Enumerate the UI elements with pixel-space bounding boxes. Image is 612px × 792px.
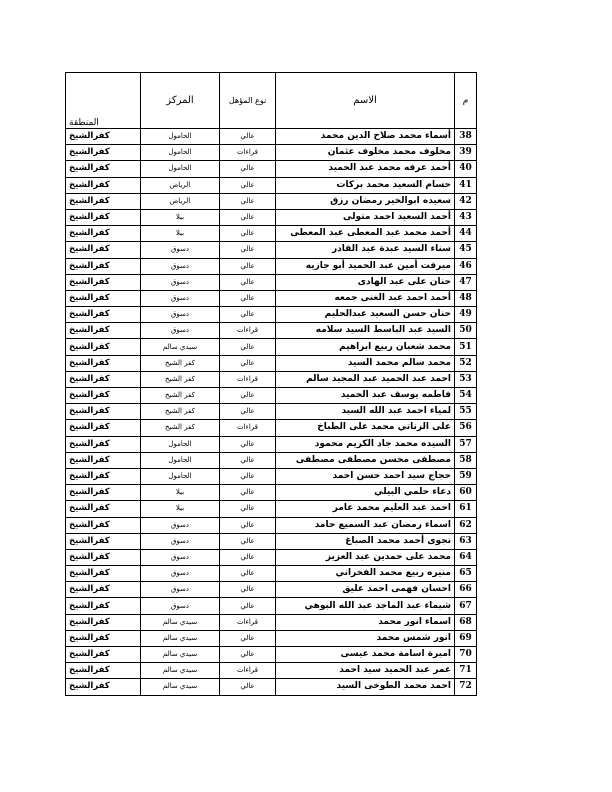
row-number: 52	[455, 355, 477, 371]
header-number: م	[455, 73, 477, 129]
row-region: كفرالشيخ	[66, 533, 141, 549]
table-row	[66, 420, 477, 436]
row-region: كفرالشيخ	[66, 307, 141, 323]
row-number: 44	[455, 226, 477, 242]
table-row	[66, 549, 477, 565]
table-row	[66, 663, 477, 679]
table-row	[66, 323, 477, 339]
row-region: كفرالشيخ	[66, 339, 141, 355]
row-region: كفرالشيخ	[66, 679, 141, 695]
row-name: مصطفى محسن مصطفى مصطفى	[276, 452, 455, 468]
row-name: حنان على عبد الهادى	[276, 274, 455, 290]
row-name: اسماء انور محمد	[276, 614, 455, 630]
row-name: أسماء محمد صلاح الدين محمد	[276, 129, 455, 145]
row-center: سيدي سالم	[141, 630, 220, 646]
row-number: 65	[455, 566, 477, 582]
row-number: 51	[455, 339, 477, 355]
table-row	[66, 582, 477, 598]
table-row	[66, 614, 477, 630]
row-region: كفرالشيخ	[66, 501, 141, 517]
row-center: بيلا	[141, 501, 220, 517]
row-name: اميرة اسامة محمد عيسى	[276, 647, 455, 663]
table-row	[66, 679, 477, 695]
row-number: 56	[455, 420, 477, 436]
row-region: كفرالشيخ	[66, 274, 141, 290]
row-region: كفرالشيخ	[66, 614, 141, 630]
row-qualification-type: عالي	[220, 129, 276, 145]
row-name: منيره ربيع محمد الفخراني	[276, 566, 455, 582]
row-number: 55	[455, 404, 477, 420]
row-qualification-type: عالي	[220, 501, 276, 517]
row-name: على الزناتي محمد على الطباخ	[276, 420, 455, 436]
table-row	[66, 258, 477, 274]
row-number: 43	[455, 209, 477, 225]
row-center: سيدي سالم	[141, 663, 220, 679]
table-row	[66, 630, 477, 646]
row-center: الحامول	[141, 452, 220, 468]
row-center: الحامول	[141, 468, 220, 484]
table-row	[66, 161, 477, 177]
row-center: دسوق	[141, 290, 220, 306]
row-region: كفرالشيخ	[66, 258, 141, 274]
row-region: كفرالشيخ	[66, 404, 141, 420]
row-region: كفرالشيخ	[66, 177, 141, 193]
row-name: لمياء احمد عبد الله السيد	[276, 404, 455, 420]
row-qualification-type: عالي	[220, 485, 276, 501]
table-row	[66, 307, 477, 323]
row-center: سيدي سالم	[141, 614, 220, 630]
row-name: احمد عبد الحميد عبد المجيد سالم	[276, 371, 455, 387]
row-name: سعيده ابوالخير رمضان رزق	[276, 193, 455, 209]
table-row	[66, 339, 477, 355]
row-name: أحمد عرفه محمد عبد الحميد	[276, 161, 455, 177]
row-name: محمد شعبان ربيع ابراهيم	[276, 339, 455, 355]
row-region: كفرالشيخ	[66, 145, 141, 161]
table-row	[66, 566, 477, 582]
row-region: كفرالشيخ	[66, 209, 141, 225]
row-region: كفرالشيخ	[66, 129, 141, 145]
row-number: 64	[455, 549, 477, 565]
row-qualification-type: قراءات	[220, 323, 276, 339]
row-qualification-type: عالي	[220, 566, 276, 582]
row-qualification-type: عالي	[220, 452, 276, 468]
row-center: الحامول	[141, 129, 220, 145]
row-number: 47	[455, 274, 477, 290]
header-region: المنطقة	[66, 73, 141, 129]
row-name: أحمد السعيد احمد متولى	[276, 209, 455, 225]
table-row	[66, 647, 477, 663]
row-center: بيلا	[141, 485, 220, 501]
row-number: 41	[455, 177, 477, 193]
table-row	[66, 598, 477, 614]
row-center: دسوق	[141, 598, 220, 614]
row-qualification-type: عالي	[220, 630, 276, 646]
row-qualification-type: قراءات	[220, 663, 276, 679]
row-region: كفرالشيخ	[66, 388, 141, 404]
row-center: كفر الشيخ	[141, 371, 220, 387]
row-region: كفرالشيخ	[66, 226, 141, 242]
row-number: 72	[455, 679, 477, 695]
row-number: 48	[455, 290, 477, 306]
row-center: بيلا	[141, 209, 220, 225]
row-name: احمد عبد العليم محمد عامر	[276, 501, 455, 517]
row-name: أحمد محمد عبد المعطى عبد المعطى	[276, 226, 455, 242]
table-row	[66, 517, 477, 533]
row-name: أحمد احمد عبد الغنى جمعه	[276, 290, 455, 306]
row-center: دسوق	[141, 258, 220, 274]
row-center: الرياض	[141, 193, 220, 209]
table-row	[66, 129, 477, 145]
row-number: 46	[455, 258, 477, 274]
row-center: دسوق	[141, 582, 220, 598]
row-qualification-type: عالي	[220, 436, 276, 452]
row-center: دسوق	[141, 307, 220, 323]
row-region: كفرالشيخ	[66, 549, 141, 565]
row-number: 62	[455, 517, 477, 533]
row-number: 40	[455, 161, 477, 177]
row-name: السيد عبد الباسط السيد سلامه	[276, 323, 455, 339]
row-qualification-type: عالي	[220, 533, 276, 549]
row-qualification-type: عالي	[220, 355, 276, 371]
row-name: فاطمه يوسف عبد الحميد	[276, 388, 455, 404]
row-qualification-type: عالي	[220, 226, 276, 242]
row-qualification-type: عالي	[220, 258, 276, 274]
row-region: كفرالشيخ	[66, 436, 141, 452]
row-qualification-type: عالي	[220, 339, 276, 355]
table-row	[66, 533, 477, 549]
table-row	[66, 242, 477, 258]
table-row	[66, 355, 477, 371]
table-row	[66, 209, 477, 225]
row-qualification-type: عالي	[220, 549, 276, 565]
table-body	[66, 129, 477, 696]
row-number: 45	[455, 242, 477, 258]
row-region: كفرالشيخ	[66, 452, 141, 468]
table-row	[66, 371, 477, 387]
roster-table	[65, 72, 477, 696]
row-number: 59	[455, 468, 477, 484]
row-name: محمد سالم محمد السيد	[276, 355, 455, 371]
row-name: شيماء عبد الماجد عبد الله البوهي	[276, 598, 455, 614]
row-region: كفرالشيخ	[66, 290, 141, 306]
row-qualification-type: عالي	[220, 209, 276, 225]
row-center: الرياض	[141, 177, 220, 193]
row-number: 63	[455, 533, 477, 549]
row-center: كفر الشيخ	[141, 355, 220, 371]
row-number: 49	[455, 307, 477, 323]
row-number: 54	[455, 388, 477, 404]
row-name: انور شمس محمد	[276, 630, 455, 646]
row-number: 70	[455, 647, 477, 663]
row-center: الحامول	[141, 145, 220, 161]
row-number: 67	[455, 598, 477, 614]
row-qualification-type: عالي	[220, 517, 276, 533]
row-center: دسوق	[141, 274, 220, 290]
table-row	[66, 404, 477, 420]
row-number: 42	[455, 193, 477, 209]
row-center: دسوق	[141, 549, 220, 565]
row-center: دسوق	[141, 517, 220, 533]
table-row	[66, 485, 477, 501]
row-qualification-type: قراءات	[220, 614, 276, 630]
row-name: احمد محمد الطوخى السيد	[276, 679, 455, 695]
row-region: كفرالشيخ	[66, 161, 141, 177]
row-qualification-type: عالي	[220, 274, 276, 290]
row-name: مخلوف محمد مخلوف عثمان	[276, 145, 455, 161]
row-region: كفرالشيخ	[66, 323, 141, 339]
row-region: كفرالشيخ	[66, 355, 141, 371]
table-row	[66, 290, 477, 306]
row-region: كفرالشيخ	[66, 647, 141, 663]
row-name: حسام السعيد محمد بركات	[276, 177, 455, 193]
row-name: حنان حسن السعيد عبدالحليم	[276, 307, 455, 323]
row-name: سناء السيد عبدة عبد القادر	[276, 242, 455, 258]
row-region: كفرالشيخ	[66, 420, 141, 436]
row-qualification-type: عالي	[220, 468, 276, 484]
row-number: 53	[455, 371, 477, 387]
row-number: 69	[455, 630, 477, 646]
row-number: 58	[455, 452, 477, 468]
row-region: كفرالشيخ	[66, 582, 141, 598]
row-number: 38	[455, 129, 477, 145]
row-name: عمر عبد الحميد سيد احمد	[276, 663, 455, 679]
header-qualification-type: نوع المؤهل	[220, 73, 276, 129]
row-number: 39	[455, 145, 477, 161]
row-qualification-type: عالي	[220, 242, 276, 258]
row-center: بيلا	[141, 226, 220, 242]
row-qualification-type: قراءات	[220, 145, 276, 161]
row-region: كفرالشيخ	[66, 630, 141, 646]
row-center: كفر الشيخ	[141, 388, 220, 404]
table-row	[66, 501, 477, 517]
row-number: 68	[455, 614, 477, 630]
row-name: اسماء رمضان عبد السميع حامد	[276, 517, 455, 533]
row-name: دعاء حلمي البيلي	[276, 485, 455, 501]
row-center: الحامول	[141, 161, 220, 177]
row-number: 66	[455, 582, 477, 598]
header-center: المركز	[141, 73, 220, 129]
row-region: كفرالشيخ	[66, 468, 141, 484]
row-number: 61	[455, 501, 477, 517]
row-name: محمد على حمدين عبد العزيز	[276, 549, 455, 565]
row-center: دسوق	[141, 323, 220, 339]
table-row	[66, 274, 477, 290]
table-row	[66, 388, 477, 404]
row-name: نجوى أحمد محمد الصباغ	[276, 533, 455, 549]
row-qualification-type: عالي	[220, 161, 276, 177]
row-center: كفر الشيخ	[141, 420, 220, 436]
row-center: سيدي سالم	[141, 339, 220, 355]
row-region: كفرالشيخ	[66, 598, 141, 614]
row-region: كفرالشيخ	[66, 663, 141, 679]
row-qualification-type: عالي	[220, 307, 276, 323]
row-center: كفر الشيخ	[141, 404, 220, 420]
row-center: دسوق	[141, 242, 220, 258]
row-number: 71	[455, 663, 477, 679]
table-row	[66, 145, 477, 161]
table-row	[66, 452, 477, 468]
header-name: الاسم	[276, 73, 455, 129]
row-qualification-type: عالي	[220, 404, 276, 420]
row-number: 50	[455, 323, 477, 339]
table-row	[66, 226, 477, 242]
header-row	[66, 73, 477, 129]
row-region: كفرالشيخ	[66, 485, 141, 501]
row-center: سيدي سالم	[141, 679, 220, 695]
row-qualification-type: عالي	[220, 582, 276, 598]
row-qualification-type: عالي	[220, 647, 276, 663]
row-center: دسوق	[141, 533, 220, 549]
row-qualification-type: عالي	[220, 290, 276, 306]
row-name: حجاج سيد احمد حسن احمد	[276, 468, 455, 484]
table-row	[66, 436, 477, 452]
row-region: كفرالشيخ	[66, 517, 141, 533]
table-row	[66, 177, 477, 193]
table-header	[66, 73, 477, 129]
row-qualification-type: عالي	[220, 388, 276, 404]
row-region: كفرالشيخ	[66, 242, 141, 258]
row-qualification-type: عالي	[220, 193, 276, 209]
row-center: سيدي سالم	[141, 647, 220, 663]
row-qualification-type: قراءات	[220, 371, 276, 387]
row-number: 57	[455, 436, 477, 452]
row-name: ميرفت أمين عبد الحميد أبو جازيه	[276, 258, 455, 274]
table-row	[66, 193, 477, 209]
row-qualification-type: عالي	[220, 679, 276, 695]
row-region: كفرالشيخ	[66, 371, 141, 387]
row-number: 60	[455, 485, 477, 501]
table-row	[66, 468, 477, 484]
row-qualification-type: عالي	[220, 177, 276, 193]
row-qualification-type: قراءات	[220, 420, 276, 436]
row-center: الحامول	[141, 436, 220, 452]
row-center: دسوق	[141, 566, 220, 582]
row-region: كفرالشيخ	[66, 193, 141, 209]
row-qualification-type: عالي	[220, 598, 276, 614]
row-name: السيده محمد جاد الكريم محمود	[276, 436, 455, 452]
row-region: كفرالشيخ	[66, 566, 141, 582]
row-name: احسان فهمى احمد عليق	[276, 582, 455, 598]
